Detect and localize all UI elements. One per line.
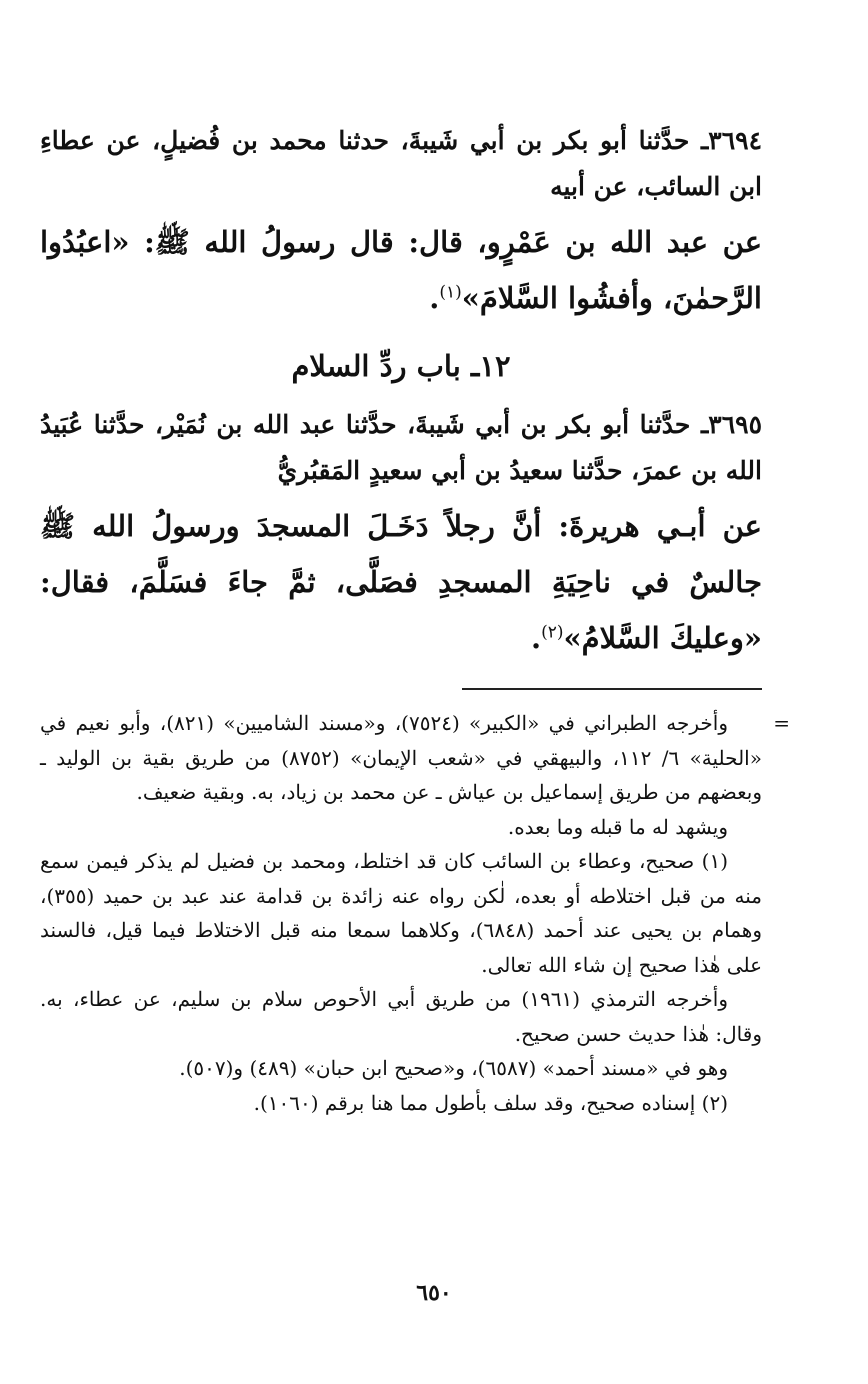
book-page bbox=[40, 118, 790, 1120]
hadith-3694-matn: عن عبد الله بن عَمْرٍو، قال: قال رسولُ الله ﷺ: «اعبُدُوا الرَّحمٰنَ، وأفشُوا السَّلامَ»$^{(١)}$. bbox=[40, 225, 762, 315]
footnote-1-tirmidhi: وأخرجه الترمذي (١٩٦١) من طريق أبي الأحوص سلام بن سليم، عن عطاء، به. وقال: هٰذا حديث حسن صحيح. bbox=[40, 987, 762, 1046]
footnote-continuation-block bbox=[40, 706, 790, 810]
footnotes-section bbox=[40, 706, 790, 1120]
footnote-ref-2: (٢) bbox=[541, 622, 564, 643]
footnote-ref-1: (١) bbox=[439, 282, 462, 303]
footnote-2: (٢) إسناده صحيح، وقد سلف بأطول مما هنا برقم (١٠٦٠). bbox=[253, 1090, 728, 1115]
footnote-1-musnad: وهو في «مسند أحمد» (٦٥٨٧)، و«صحيح ابن حبان» (٤٨٩) و(٥٠٧). bbox=[179, 1056, 728, 1080]
continuation-mark: = bbox=[773, 711, 790, 735]
hadith-3695-isnad: ٣٦٩٥ـ حدَّثنا أبو بكر بن أبي شَيبةَ، حدَّثنا عبد الله بن نُمَيْر، حدَّثنا عُبَيدُ الله بن عمرَ، حدَّثنا سعيدُ بن أبي سعيدٍ المَقبُريُّ bbox=[40, 410, 762, 485]
footnote-divider bbox=[462, 688, 762, 690]
hadith-3695-matn-text: عن أبـي هريرةَ: أنَّ رجلاً دَخَـلَ المسجدَ ورسولُ الله ﷺ جالسٌ في ناحِيَةِ المسجدِ فصَلَّى، ثمَّ جاءَ فسَلَّمَ، فقال: «وعليكَ السَّلامُ» bbox=[40, 509, 762, 655]
page-number: ٦٥٠ bbox=[416, 1280, 452, 1306]
footnote-1: (١) صحيح، وعطاء بن السائب كان قد اختلط، ومحمد بن فضيل لم يذكر فيمن سمع منه من قبل اختلاطه أو بعده، لٰكن رواه عنه زائدة بن قدامة عند عبد بن حميد (٣٥٥)، وهمام بن يحيى عند أحمد (٦٨٤٨)، وكلاهما سمعا منه قبل الاختلاط فيما قيل، فالسند على هٰذا صحيح إن شاء الله تعالى. bbox=[40, 849, 762, 977]
chapter-heading: ١٢ـ باب ردِّ السلام bbox=[291, 349, 511, 383]
footnote-continuation: وأخرجه الطبراني في «الكبير» (٧٥٢٤)، و«مسند الشاميين» (٨٢١)، وأبو نعيم في «الحلية» ٦/ ١١٢، والبيهقي في «شعب الإيمان» (٨٧٥٢) من طريق بقية بن الوليد ـ وبعضهم من طريق إسماعيل بن عياش ـ عن محمد بن زياد، به. وبقية ضعيف. bbox=[40, 711, 762, 804]
footnote-witness: ويشهد له ما قبله وما بعده. bbox=[507, 814, 728, 839]
hadith-3694-isnad: ٣٦٩٤ـ حدَّثنا أبو بكر بن أبي شَيبةَ، حدثنا محمد بن فُضيلٍ، عن عطاءِ ابن السائب، عن أبيه bbox=[40, 126, 762, 201]
hadith-3695-matn: عن أبـي هريرةَ: أنَّ رجلاً دَخَـلَ المسجدَ ورسولُ الله ﷺ جالسٌ في ناحِيَةِ المسجدِ فصَلَّى، ثمَّ جاءَ فسَلَّمَ، فقال: «وعليكَ السَّلامُ»$^{(٢)}$. bbox=[40, 509, 762, 655]
hadith-3694-matn-text: عن عبد الله بن عَمْرٍو، قال: قال رسولُ الله ﷺ: «اعبُدُوا الرَّحمٰنَ، وأفشُوا السَّلامَ» bbox=[40, 225, 762, 315]
